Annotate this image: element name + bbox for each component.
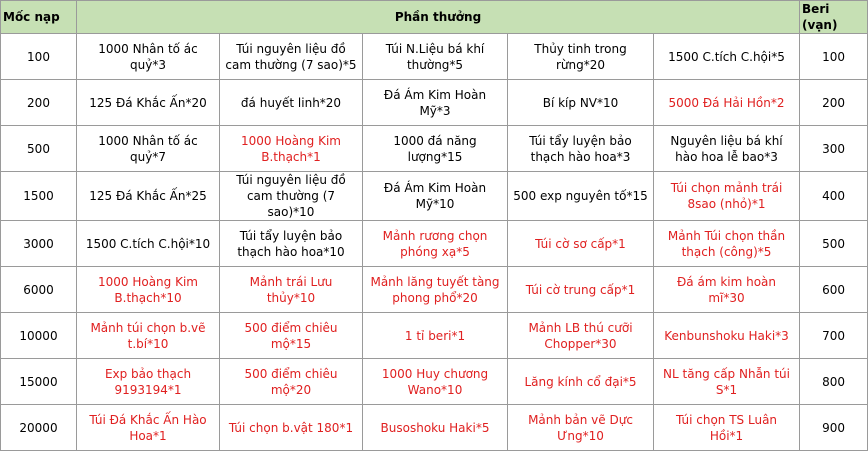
reward-cell: Đá Ám Kim Hoàn Mỹ*10: [363, 172, 508, 221]
reward-cell: Mảnh trái Lưu thủy*10: [220, 267, 363, 313]
reward-cell: Thủy tinh trong rừng*20: [508, 34, 654, 80]
reward-cell: 500 exp nguyên tố*15: [508, 172, 654, 221]
header-row: [1, 1, 868, 34]
reward-cell: Túi chọn b.vật 180*1: [220, 405, 363, 451]
reward-cell: 1500 C.tích C.hội*5: [654, 34, 800, 80]
reward-cell: NL tăng cấp Nhẫn túi S*1: [654, 359, 800, 405]
level-cell: 200: [1, 80, 77, 126]
reward-cell: Nguyên liệu bá khí hào hoa lễ bao*3: [654, 126, 800, 172]
reward-cell: 1 tỉ beri*1: [363, 313, 508, 359]
level-cell: 20000: [1, 405, 77, 451]
reward-cell: 1000 Nhân tố ác quỷ*7: [77, 126, 220, 172]
reward-cell: Kenbunshoku Haki*3: [654, 313, 800, 359]
level-cell: 6000: [1, 267, 77, 313]
beri-cell: 400: [800, 172, 868, 221]
beri-cell: 200: [800, 80, 868, 126]
reward-cell: Mảnh túi chọn b.vẽ t.bí*10: [77, 313, 220, 359]
reward-cell: Đá Ám Kim Hoàn Mỹ*3: [363, 80, 508, 126]
table-row: [1, 267, 868, 313]
reward-cell: 1500 C.tích C.hội*10: [77, 221, 220, 267]
beri-cell: 500: [800, 221, 868, 267]
reward-cell: Busoshoku Haki*5: [363, 405, 508, 451]
beri-cell: 600: [800, 267, 868, 313]
reward-cell: Mảnh LB thú cưỡi Chopper*30: [508, 313, 654, 359]
reward-cell: Túi tẩy luyện bảo thạch hào hoa*3: [508, 126, 654, 172]
reward-cell: 500 điểm chiêu mộ*15: [220, 313, 363, 359]
reward-cell: Mảnh Túi chọn thần thạch (công)*5: [654, 221, 800, 267]
reward-cell: 125 Đá Khắc Ấn*25: [77, 172, 220, 221]
table-body: [1, 34, 868, 451]
reward-cell: Mảnh rương chọn phóng xạ*5: [363, 221, 508, 267]
reward-cell: Túi N.Liệu bá khí thường*5: [363, 34, 508, 80]
table-row: [1, 313, 868, 359]
beri-cell: 300: [800, 126, 868, 172]
reward-cell: Đá ám kim hoàn mĩ*30: [654, 267, 800, 313]
reward-cell: 5000 Đá Hải Hồn*2: [654, 80, 800, 126]
reward-cell: Mảnh bản vẽ Dực Ưng*10: [508, 405, 654, 451]
reward-cell: Mảnh lăng tuyết tàng phong phổ*20: [363, 267, 508, 313]
reward-cell: Túi tẩy luyện bảo thạch hào hoa*10: [220, 221, 363, 267]
reward-cell: Túi nguyên liệu đồ cam thường (7 sao)*10: [220, 172, 363, 221]
table-row: [1, 405, 868, 451]
header-level: Mốc nạp: [1, 1, 77, 34]
beri-cell: 800: [800, 359, 868, 405]
reward-cell: Bí kíp NV*10: [508, 80, 654, 126]
reward-cell: 125 Đá Khắc Ấn*20: [77, 80, 220, 126]
reward-cell: Túi cờ sơ cấp*1: [508, 221, 654, 267]
beri-cell: 700: [800, 313, 868, 359]
reward-cell: Túi chọn TS Luân Hồi*1: [654, 405, 800, 451]
reward-cell: 1000 Nhân tố ác quỷ*3: [77, 34, 220, 80]
reward-cell: 1000 Hoàng Kim B.thạch*10: [77, 267, 220, 313]
level-cell: 10000: [1, 313, 77, 359]
level-cell: 100: [1, 34, 77, 80]
level-cell: 3000: [1, 221, 77, 267]
reward-cell: Exp bảo thạch 9193194*1: [77, 359, 220, 405]
reward-cell: Túi nguyên liệu đồ cam thường (7 sao)*5: [220, 34, 363, 80]
reward-cell: 1000 Hoàng Kim B.thạch*1: [220, 126, 363, 172]
table-row: [1, 172, 868, 221]
level-cell: 15000: [1, 359, 77, 405]
reward-cell: đá huyết linh*20: [220, 80, 363, 126]
table-row: [1, 359, 868, 405]
reward-cell: Túi Đá Khắc Ấn Hào Hoa*1: [77, 405, 220, 451]
beri-cell: 900: [800, 405, 868, 451]
reward-cell: Lăng kính cổ đại*5: [508, 359, 654, 405]
table-row: [1, 221, 868, 267]
reward-cell: 500 điểm chiêu mộ*20: [220, 359, 363, 405]
level-cell: 500: [1, 126, 77, 172]
table-row: [1, 126, 868, 172]
reward-cell: 1000 Huy chương Wano*10: [363, 359, 508, 405]
reward-cell: Túi chọn mảnh trái 8sao (nhỏ)*1: [654, 172, 800, 221]
table-row: [1, 80, 868, 126]
table-row: [1, 34, 868, 80]
beri-cell: 100: [800, 34, 868, 80]
header-rewards: Phần thưởng: [77, 1, 800, 34]
reward-cell: Túi cờ trung cấp*1: [508, 267, 654, 313]
header-beri: Beri (vạn): [800, 1, 868, 34]
reward-cell: 1000 đá năng lượng*15: [363, 126, 508, 172]
level-cell: 1500: [1, 172, 77, 221]
